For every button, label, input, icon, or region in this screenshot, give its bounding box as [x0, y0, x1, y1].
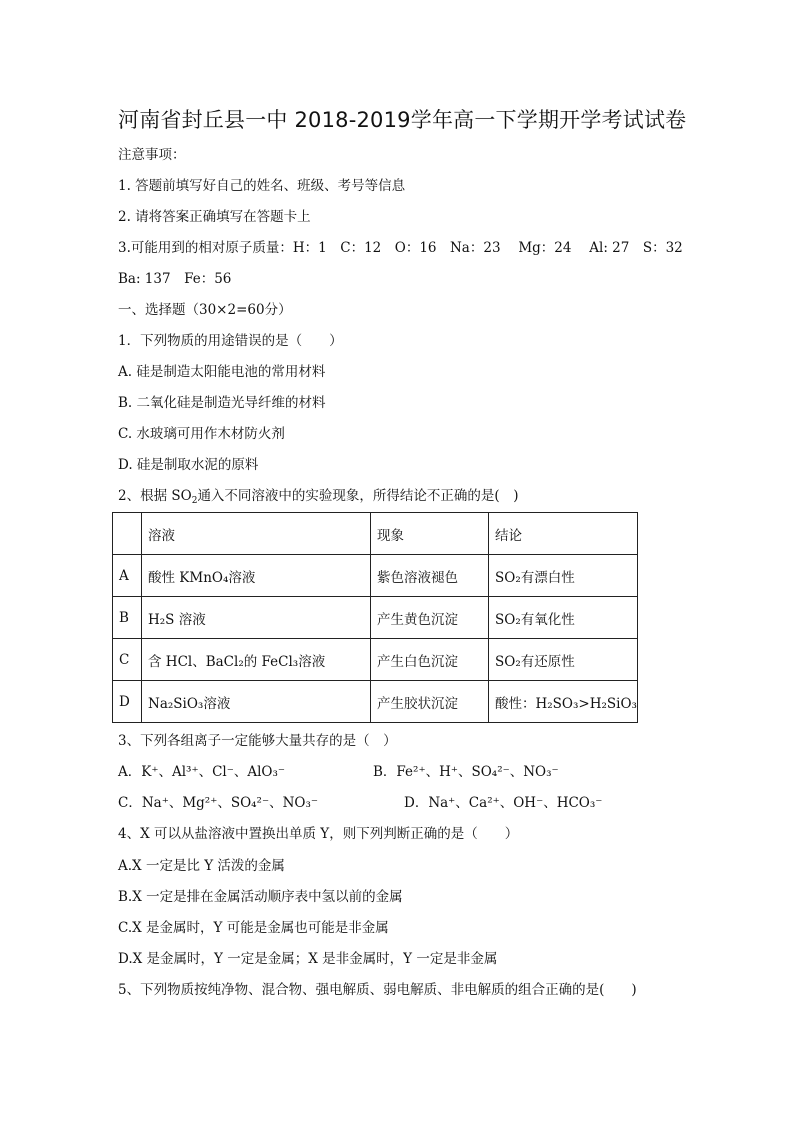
solution-cell: Na₂SiO₃溶液 [142, 681, 371, 723]
question-4-option-b: B.X 一定是排在金属活动顺序表中氢以前的金属 [118, 889, 403, 905]
phenomenon-cell: 产生白色沉淀 [371, 639, 489, 681]
question-1-option-c: C. 水玻璃可用作木材防火剂 [118, 426, 285, 442]
table-row [113, 639, 638, 681]
solution-cell: 含 HCl、BaCl₂的 FeCl₃溶液 [142, 639, 371, 681]
exam-title: 河南省封丘县一中 2018-2019学年高一下学期开学考试试卷 [118, 108, 687, 132]
question-2-stem: 2、根据 $SO_2$通入不同溶液中的实验现象，所得结论不正确的是( ) [118, 488, 519, 506]
table-header-cell: 溶液 [142, 513, 371, 555]
solution-cell: 酸性 KMnO₄溶液 [142, 555, 371, 597]
question-1-option-a: A. 硅是制造太阳能电池的常用材料 [118, 364, 326, 380]
table-row [113, 681, 638, 723]
table-header-cell [113, 513, 142, 555]
question-3-stem: 3、下列各组离子一定能够大量共存的是（ ） [118, 733, 397, 749]
note-item: 3.可能用到的相对原子质量：H：1 C：12 O：16 Na：23 Mg：24 Al: 27 S：32 [118, 240, 683, 256]
conclusion-cell: SO₂有漂白性 [489, 555, 638, 597]
phenomenon-cell: 紫色溶液褪色 [371, 555, 489, 597]
question-3-option-c: C．Na⁺、Mg²⁺、SO₄²⁻、NO₃⁻ [118, 795, 319, 811]
question-1-option-d: D. 硅是制取水泥的原料 [118, 457, 259, 473]
question-4-option-d: D.X 是金属时，Y 一定是金属；X 是非金属时，Y 一定是非金属 [118, 951, 498, 967]
table-header-cell: 结论 [489, 513, 638, 555]
conclusion-cell: 酸性：H₂SO₃>H₂SiO₃ [489, 681, 638, 723]
phenomenon-cell: 产生黄色沉淀 [371, 597, 489, 639]
note-item: 2. 请将答案正确填写在答题卡上 [118, 209, 311, 225]
question-1-stem: 1．下列物质的用途错误的是（ ） [118, 333, 343, 349]
section-heading: 一、选择题（30×2=60分） [118, 302, 292, 318]
note-item: Ba: 137 Fe：56 [118, 271, 232, 287]
conclusion-cell: SO₂有氧化性 [489, 597, 638, 639]
question-5-stem: 5、下列物质按纯净物、混合物、强电解质、弱电解质、非电解质的组合正确的是( ) [118, 982, 637, 998]
phenomenon-cell: 产生胶状沉淀 [371, 681, 489, 723]
table-row [113, 597, 638, 639]
notes-heading: 注意事项： [118, 147, 186, 163]
table-header-cell: 现象 [371, 513, 489, 555]
question-3-option-a: A．K⁺、Al³⁺、Cl⁻、AlO₃⁻ [118, 764, 286, 780]
question-3-option-d: D．Na⁺、Ca²⁺、OH⁻、HCO₃⁻ [404, 795, 603, 811]
conclusion-cell: SO₂有还原性 [489, 639, 638, 681]
table-row [113, 555, 638, 597]
question-2-table [112, 512, 638, 723]
row-label: A [113, 555, 142, 597]
table-header-row [113, 513, 638, 555]
row-label: D [113, 681, 142, 723]
question-4-stem: 4、X 可以从盐溶液中置换出单质 Y，则下列判断正确的是（ ） [118, 826, 519, 842]
question-3-option-b: B．Fe²⁺、H⁺、SO₄²⁻、NO₃⁻ [373, 764, 559, 780]
note-item: 1. 答题前填写好自己的姓名、班级、考号等信息 [118, 178, 406, 194]
row-label: B [113, 597, 142, 639]
question-1-option-b: B. 二氧化硅是制造光导纤维的材料 [118, 395, 326, 411]
row-label: C [113, 639, 142, 681]
solution-cell: H₂S 溶液 [142, 597, 371, 639]
question-4-option-a: A.X 一定是比 Y 活泼的金属 [118, 858, 285, 874]
question-4-option-c: C.X 是金属时，Y 可能是金属也可能是非金属 [118, 920, 389, 936]
